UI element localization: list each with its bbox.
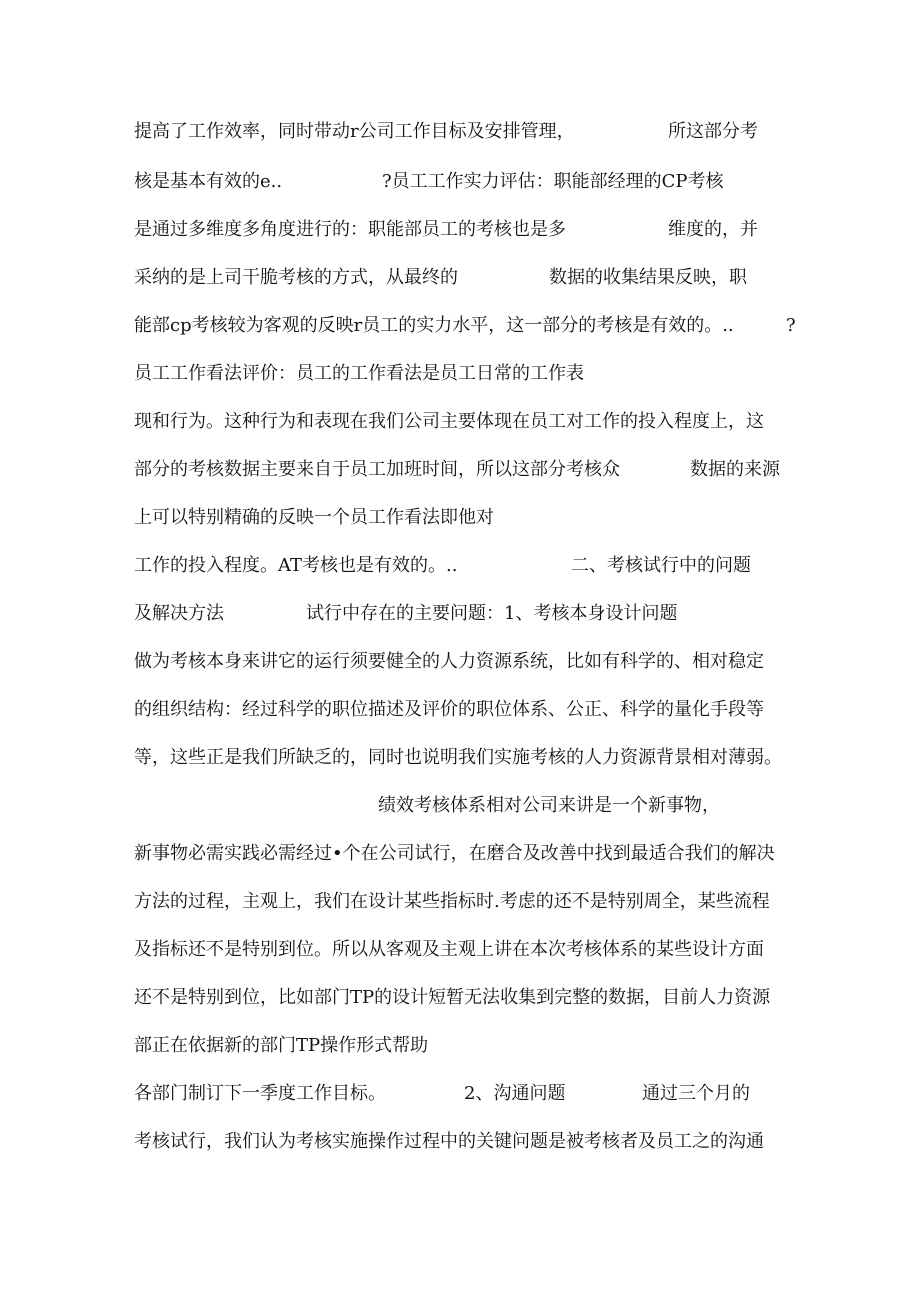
text-line: 上可以特别精确的反映一个员工作看法即他对 — [134, 507, 494, 528]
text-line: 新事物必需实践必需经过•个在公司试行，在磨合及改善中找到最适合我们的解决 — [134, 843, 775, 864]
text-line: 员工工作看法评价：员工的工作看法是员工日常的工作表 — [134, 363, 584, 384]
section-heading: 2、沟通问题 — [464, 1083, 566, 1104]
text-line: 还不是特别到位，比如部门TP的设计短暂无法收集到完整的数据，目前人力资源 — [134, 987, 771, 1008]
text-line: 通过三个月的 — [642, 1083, 750, 1104]
text-line: 数据的收集结果反映，职 — [549, 267, 747, 288]
text-line: 等，这些正是我们所缺乏的，同时也说明我们实施考核的人力资源背景相对薄弱。 — [134, 747, 782, 768]
text-line: 所这部分考 — [668, 121, 758, 142]
text-line: 及指标还不是特别到位。所以从客观及主观上讲在本次考核体系的某些设计方面 — [134, 939, 764, 960]
text-line: 考核试行，我们认为考核实施操作过程中的关键问题是被考核者及员工之的沟通 — [134, 1131, 764, 1152]
text-line: 能部cp考核较为客观的反映r员工的实力水平，这一部分的考核是有效的。.. — [134, 315, 734, 336]
text-line: 做为考核本身来讲它的运行须要健全的人力资源系统，比如有科学的、相对稳定 — [134, 651, 764, 672]
text-line: 工作的投入程度。AT考核也是有效的。.. — [134, 555, 458, 576]
text-line: 现和行为。这种行为和表现在我们公司主要体现在员工对工作的投入程度上，这 — [134, 411, 764, 432]
text-line: 核是基本有效的e.. — [134, 171, 283, 192]
text-line: 提高了工作效率，同时带动r公司工作目标及安排管理， — [134, 121, 575, 142]
text-line: 试行中存在的主要问题：1、考核本身设计问题 — [306, 603, 678, 624]
text-line: 部正在依据新的部门TP操作形式帮助 — [134, 1035, 429, 1056]
text-line: 维度的，并 — [668, 219, 758, 240]
text-line: ?员工工作实力评估：职能部经理的CP考核 — [382, 171, 724, 192]
section-heading: 及解决方法 — [134, 603, 224, 624]
text-line: 是通过多维度多角度进行的：职能部员工的考核也是多 — [134, 219, 566, 240]
text-line: 方法的过程，主观上，我们在设计某些指标时.考虑的还不是特别周全，某些流程 — [134, 891, 770, 912]
text-line: ? — [786, 315, 796, 336]
text-line: 的组织结构：经过科学的职位描述及评价的职位体系、公正、科学的量化手段等 — [134, 699, 764, 720]
text-line: 数据的来源 — [690, 459, 780, 480]
text-line: 部分的考核数据主要来自于员工加班时间，所以这部分考核众 — [134, 459, 620, 480]
text-line: 采纳的是上司干脆考核的方式，从最终的 — [134, 267, 458, 288]
text-line: 绩效考核体系相对公司来讲是一个新事物， — [378, 795, 720, 816]
text-line: 各部门制订下一季度工作目标。 — [134, 1083, 386, 1104]
section-heading: 二、考核试行中的问题 — [571, 555, 751, 576]
